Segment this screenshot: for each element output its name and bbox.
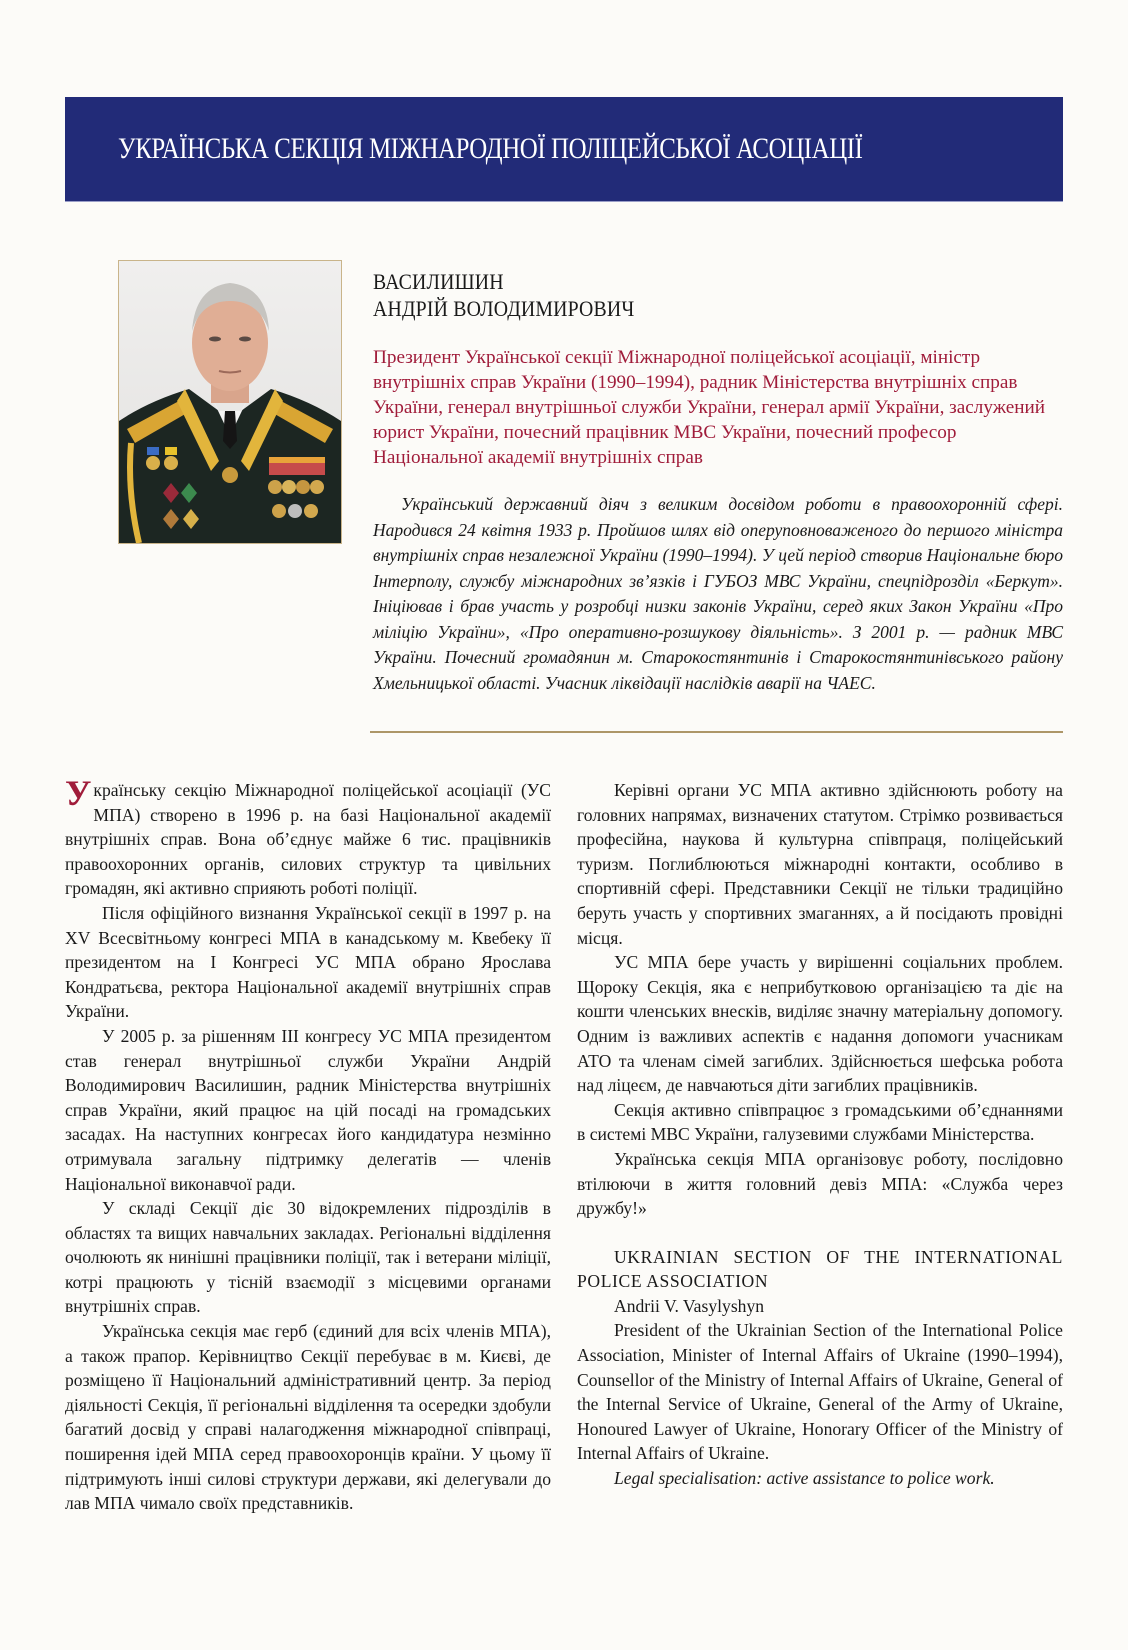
english-summary-name: Andrii V. Vasylyshyn bbox=[614, 1295, 765, 1316]
article-paragraph: Українська секція МПА організовує роботу, послідовно втілюючи в життя головний девіз МПА: «Служба через дружбу!» bbox=[577, 1148, 1063, 1219]
paragraph-text: країнську секцію Міжнародної поліцейської асоціації (УС МПА) створено в 1996 р. на базі Національної академії внутрішніх справ. Вона об’єднує майже 6 тис. працівників правоохоронних органів, силових структур та цивільних громадян, які активно сприяють роботі поліції. bbox=[65, 780, 551, 899]
english-summary-specialisation: Legal specialisation: active assistance to police work. bbox=[614, 1468, 995, 1489]
article-paragraph: УС МПА бере участь у вирішенні соціальних проблем. Щороку Секція, яка є неприбутковою організацією та діє на кошти членських внесків, виділяє значну матеріальну допомогу. Одним із важливих аспектів є надання допомоги учасникам АТО та членам сімей загиблих. Здійснюється шефська робота над ліцеєм, де навчаються діти загиблих працівників. bbox=[577, 952, 1063, 1096]
article-paragraph bbox=[65, 773, 551, 901]
section-title-bar bbox=[65, 97, 1063, 201]
english-summary-title: UKRAINIAN SECTION OF THE INTERNATIONAL POLICE ASSOCIATION bbox=[577, 1246, 1063, 1292]
article-paragraph: Українська секція має герб (єдиний для всіх членів МПА), а також прапор. Керівництво Секції перебуває в м. Києві, де розміщено її Національний адміністративний центр. За період діяльності Секція, її регіональні відділення та осередки здобули багатий досвід у справі налагодження міжнародної співпраці, поширення ідей МПА серед правоохоронців країни. У цьому її підтримують інші силові структури держави, які делегували до лав МПА чимало своїх представників. bbox=[65, 1321, 551, 1514]
person-positions: Президент Української секції Міжнародної поліцейської асоціації, міністр внутрішніх справ України (1990–1994), радник Міністерства внутрішніх справ України, генерал внутрішньої служби України, генерал армії України, заслужений юрист України, почесний працівник МВС України, почесний професор Національної академії внутрішніх справ bbox=[373, 347, 1046, 468]
person-biography: Український державний діяч з великим досвідом роботи в правоохоронній сфері. Народився 24 квітня 1933 р. Пройшов шлях від оперуповноваженого до першого міністра внутрішніх справ незалежної України (1990–1994). У цей період створив Національне бюро Інтерполу, службу міжнародних зв’язків і ГУБОЗ МВС України, спецпідрозділ «Беркут». Ініціював і брав участь у розробці низки законів України, серед яких Закон України «Про міліцію України», «Про оперативно-розшукову діяльність». З 2001 р. — радник МВС України. Почесний громадянин м. Старокостянтинів і Старокостянтинівського району Хмельницької області. Учасник ліквідації наслідків аварії на ЧАЕС. bbox=[373, 494, 1063, 693]
article-right-column bbox=[577, 778, 1063, 1491]
article-left-column bbox=[65, 773, 551, 1516]
english-summary-positions: President of the Ukrainian Section of the International Police Association, Minister of Internal Affairs of Ukraine (1990–1994), Counsellor of the Ministry of Internal Affairs of Ukraine, General of the Internal Service of Ukraine, General of the Army of Ukraine, Honoured Lawyer of Ukraine, Honorary Officer of the Ministry of Internal Affairs of Ukraine. bbox=[577, 1320, 1063, 1464]
drop-cap: У bbox=[65, 773, 92, 813]
article-paragraph: Після офіційного визнання Української секції в 1997 р. на XV Всесвітньому конгресі МПА в канадському м. Квебеку її президентом на І Конгресі УС МПА обрано Ярослава Кондратьєва, ректора Національної академії внутрішніх справ України. bbox=[65, 902, 551, 1022]
portrait-photo bbox=[118, 260, 342, 544]
person-given-names: АНДРІЙ ВОЛОДИМИРОВИЧ bbox=[373, 296, 635, 321]
english-summary bbox=[577, 1245, 1063, 1491]
article-paragraph: У складі Секції діє 30 відокремлених підрозділів в областях та вищих навчальних закладах. Регіональні відділення очолюють як нинішні працівники поліції, так і ветерани міліції, котрі працюють у тісній взаємодії з місцевими органами внутрішніх справ. bbox=[65, 1198, 551, 1317]
article-paragraph: Секція активно співпрацює з громадськими об’єднаннями в системі МВС України, галузевими службами Міністерства. bbox=[577, 1099, 1063, 1145]
section-divider bbox=[370, 731, 1063, 733]
person-surname: ВАСИЛИШИН bbox=[373, 269, 504, 294]
person-name bbox=[373, 268, 634, 322]
portrait-image-icon bbox=[119, 261, 341, 543]
section-title: УКРАЇНСЬКА СЕКЦІЯ МІЖНАРОДНОЇ ПОЛІЦЕЙСЬКОЇ АСОЦІАЦІЇ bbox=[118, 132, 863, 165]
article-paragraph: У 2005 р. за рішенням ІІІ конгресу УС МПА президентом став генерал внутрішньої служби України Андрій Володимирович Василишин, радник Міністерства внутрішніх справ України, який працює на цій посаді на громадських засадах. На наступних конгресах його кандидатура незмінно отримувала загальну підтримку делегатів — членів Національної виконавчої ради. bbox=[65, 1025, 551, 1194]
article-paragraph: Керівні органи УС МПА активно здійснюють роботу на головних напрямах, визначених статутом. Стрімко розвивається професійна, наукова й культурна співпраця, поліцейський туризм. Поглиблюються міжнародні контакти, особливо в спортивній сфері. Представники Секції не тільки традиційно беруть участь у спортивних змаганнях, а й посідають провідні місця. bbox=[577, 780, 1063, 948]
